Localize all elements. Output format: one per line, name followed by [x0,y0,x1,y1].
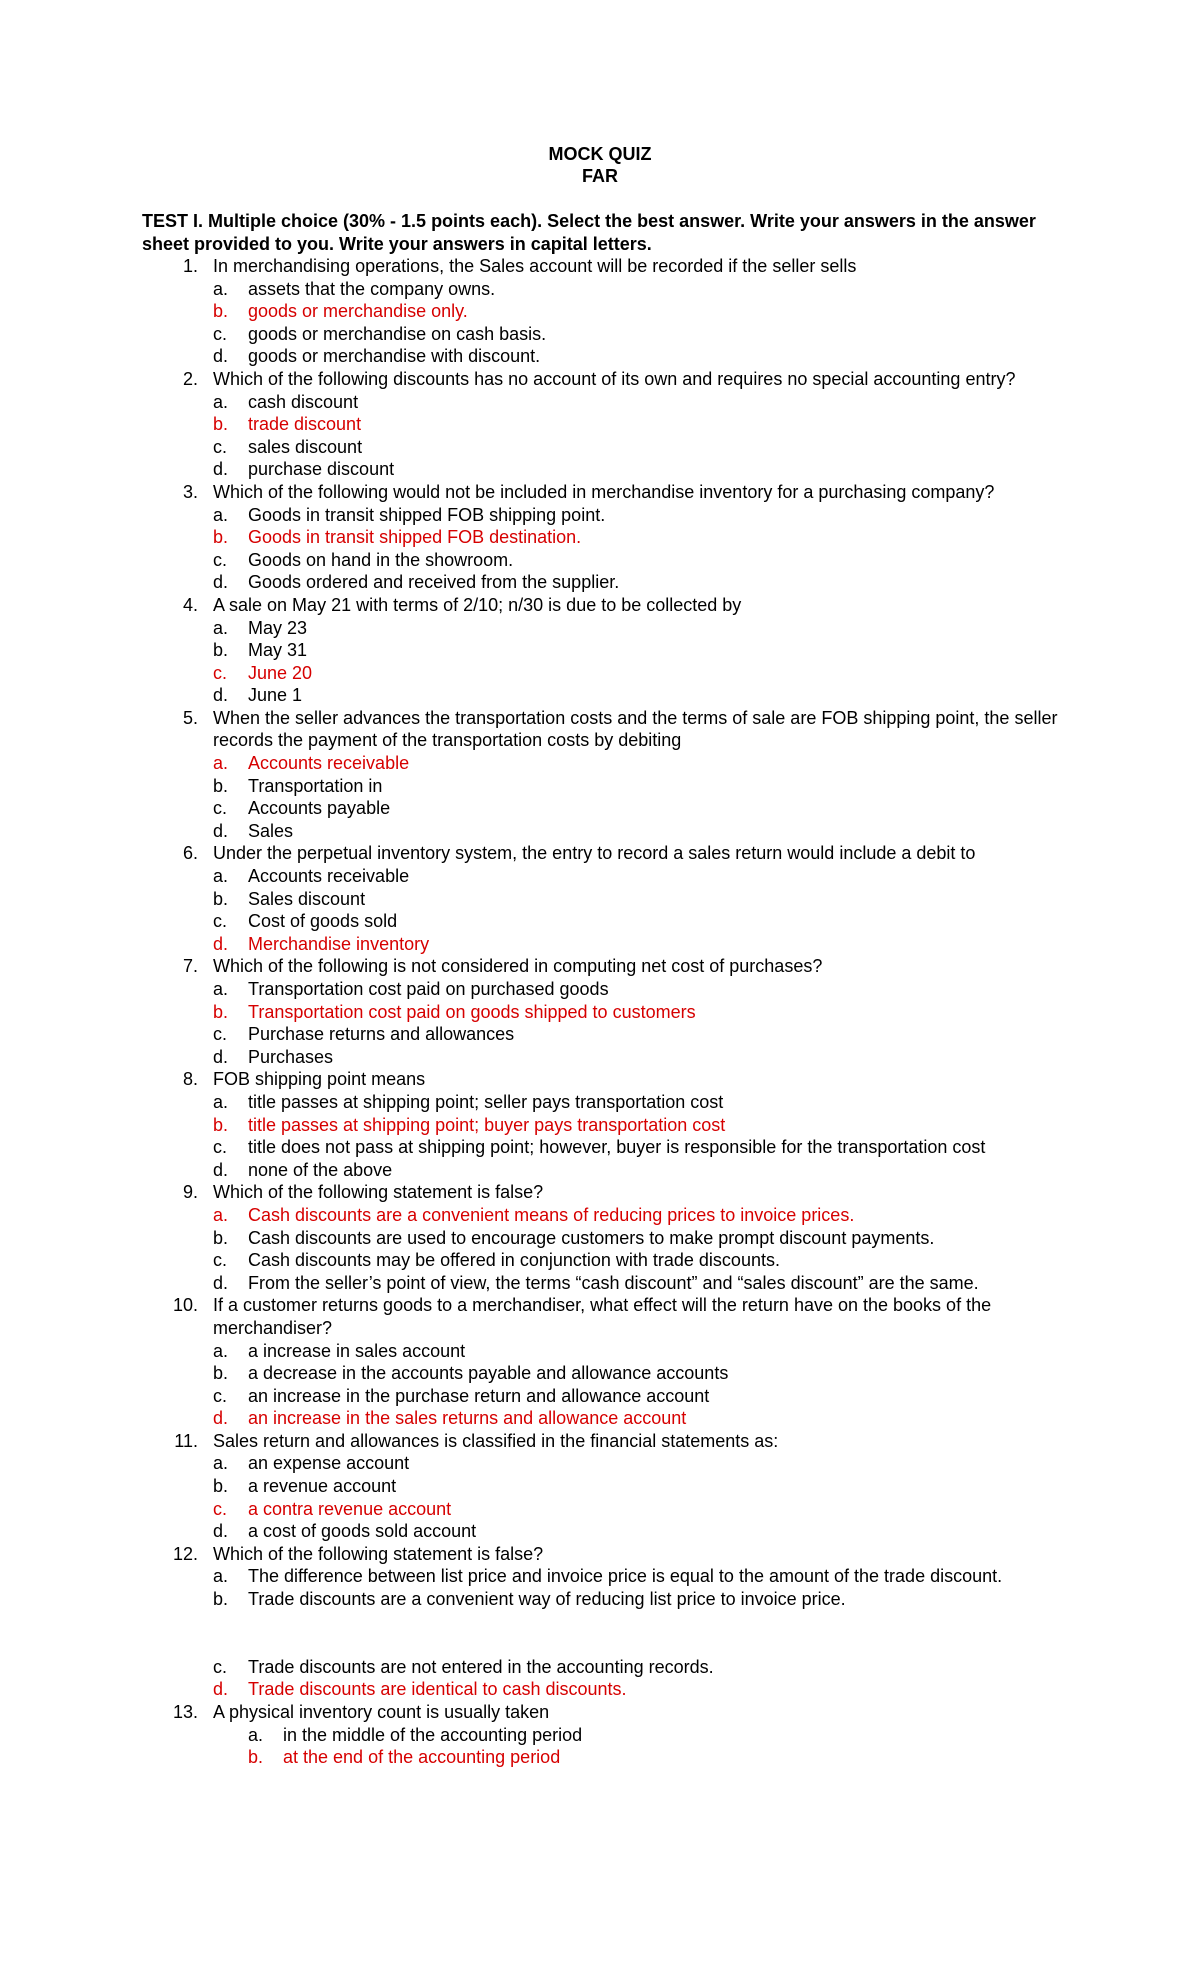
option-text: May 23 [248,617,308,638]
option-text: a cost of goods sold account [248,1521,477,1542]
test-instructions: TEST I. Multiple choice (30% - 1.5 points each). Select the best answer. Write your answers in the answer sheet provided to you. Write your answers in capital letters. [142,211,1036,254]
option-text: title passes at shipping point; seller pays transportation cost [248,1091,724,1112]
option-letter: d . [213,458,228,481]
answer-option-b [213,300,1200,323]
question-text: A sale on May 21 with terms of 2/10; n/30 is due to be collected by [213,594,742,615]
option-text: Cash discounts may be offered in conjunction with trade discounts. [248,1250,780,1271]
question-4 [0,594,1200,707]
option-text: Sales [248,820,294,841]
option-text: a increase in sales account [248,1340,466,1361]
option-letter: d . [213,345,228,368]
option-letter: b . [213,1475,228,1498]
option-text: an expense account [248,1453,410,1474]
answer-option-d [213,1159,1200,1182]
option-list [213,1724,1200,1769]
option-text: trade discount [248,414,362,435]
option-letter: a . [213,1204,228,1227]
answer-option-c [213,1023,1200,1046]
question-number: 2 . [172,368,198,391]
question-text: A physical inventory count is usually taken [213,1702,550,1722]
option-text: an increase in the purchase return and allowance account [248,1385,710,1406]
option-letter: c . [213,549,227,572]
answer-option-d [213,345,1200,368]
option-letter: b . [213,1362,228,1385]
option-text: Goods in transit shipped FOB shipping point. [248,504,606,525]
option-text: title passes at shipping point; buyer pays transportation cost [248,1114,726,1135]
option-letter: c . [213,1385,227,1408]
option-text: Accounts payable [248,798,391,819]
question-number: 10 . [172,1294,198,1317]
option-letter: a . [213,278,228,301]
option-text: Merchandise inventory [248,933,430,954]
option-letter: d . [213,684,228,707]
question-5 [0,707,1200,843]
question-number: 13 . [172,1701,198,1724]
answer-option-b [213,1588,1200,1611]
option-text: Cash discounts are a convenient means of reducing prices to invoice prices. [248,1204,855,1225]
answer-option-c [213,1656,1200,1679]
answer-option-b [248,1746,1200,1769]
option-letter: c . [213,910,227,933]
option-list [213,1204,1200,1294]
question-9 [0,1181,1200,1294]
answer-option-a [213,504,1200,527]
question-number: 8 . [172,1068,198,1091]
answer-option-b [213,1001,1200,1024]
option-text: goods or merchandise with discount. [248,346,541,367]
option-text: May 31 [248,640,308,661]
answer-option-d [213,1678,1200,1701]
option-letter: c . [213,1249,227,1272]
option-text: Purchase returns and allowances [248,1024,515,1045]
option-letter: a . [213,1091,228,1114]
option-list [213,865,1200,955]
option-text: Accounts receivable [248,753,410,774]
question-13 [0,1701,1200,1769]
answer-option-b [213,1362,1200,1385]
option-list [213,752,1200,842]
option-text: Goods ordered and received from the supplier. [248,572,620,593]
option-letter: a . [213,752,228,775]
option-letter: d . [213,933,228,956]
answer-option-c [213,662,1200,685]
option-text: goods or merchandise on cash basis. [248,323,547,344]
option-letter: d . [213,1678,228,1701]
question-number: 6 . [172,842,198,865]
question-number: 1 . [172,255,198,278]
question-10 [0,1294,1200,1430]
option-letter: a . [213,391,228,414]
option-letter: a . [213,617,228,640]
question-8 [0,1068,1200,1181]
option-text: Purchases [248,1046,334,1067]
option-text: Trade discounts are not entered in the accounting records. [248,1656,714,1677]
option-text: From the seller’s point of view, the terms “cash discount” and “sales discount” are the same. [248,1272,979,1293]
answer-option-a [213,617,1200,640]
answer-option-a [213,1452,1200,1475]
option-text: title does not pass at shipping point; however, buyer is responsible for the transportation cost [248,1137,986,1158]
question-text: Sales return and allowances is classified in the financial statements as: [213,1430,779,1451]
option-letter: c . [213,797,227,820]
option-list [213,391,1200,481]
answer-option-a [213,1340,1200,1363]
option-letter: c . [213,323,227,346]
option-letter: d . [213,1520,228,1543]
option-letter: c . [213,662,227,685]
question-number: 12 . [172,1543,198,1566]
answer-option-d [213,1272,1200,1295]
answer-option-d [213,1407,1200,1430]
answer-option-c [213,549,1200,572]
option-text: Cash discounts are used to encourage customers to make prompt discount payments. [248,1227,935,1248]
answer-option-c [213,1385,1200,1408]
page-title: MOCK QUIZ [548,144,652,164]
question-text: Which of the following statement is false? [213,1182,544,1203]
option-text: an increase in the sales returns and allowance account [248,1408,687,1429]
answer-option-b [213,526,1200,549]
option-letter: a . [213,978,228,1001]
question-number: 7 . [172,955,198,978]
answer-option-a [213,391,1200,414]
question-text: If a customer returns goods to a merchandiser, what effect will the return have on the books of the merchandiser? [213,1295,992,1338]
option-letter: d . [213,1046,228,1069]
question-12 [0,1543,1200,1701]
option-text: Sales discount [248,888,366,909]
option-list [213,504,1200,594]
question-text: Which of the following statement is false? [213,1543,544,1564]
option-letter: c . [213,1656,227,1679]
answer-option-a [213,752,1200,775]
question-text: In merchandising operations, the Sales account will be recorded if the seller sells [213,256,857,276]
question-number: 4 . [172,594,198,617]
question-text: Under the perpetual inventory system, the entry to record a sales return would include a debit to [213,843,976,864]
option-letter: b . [213,1001,228,1024]
option-letter: a . [213,1452,228,1475]
question-3 [0,481,1200,594]
option-letter: a . [213,1340,228,1363]
question-7 [0,955,1200,1068]
option-text: Cost of goods sold [248,911,398,932]
answer-option-a [213,1204,1200,1227]
option-letter: c . [213,436,227,459]
option-text: purchase discount [248,459,395,480]
answer-option-c [213,436,1200,459]
option-text: assets that the company owns. [248,278,496,299]
question-text: Which of the following would not be included in merchandise inventory for a purchasing company? [213,481,995,502]
option-list [213,978,1200,1068]
question-list [0,255,1200,1769]
answer-option-a [213,978,1200,1001]
option-letter: a . [213,504,228,527]
option-letter: b . [213,1114,228,1137]
option-letter: b . [213,888,228,911]
option-text: goods or merchandise only. [248,301,468,322]
question-text: When the seller advances the transportation costs and the terms of sale are FOB shipping point, the seller records the payment of the transportation costs by debiting [213,707,1058,751]
option-letter: b . [213,639,228,662]
answer-option-c [213,1249,1200,1272]
answer-option-d [213,684,1200,707]
answer-option-d [213,571,1200,594]
option-letter: b . [213,300,228,323]
question-number: 9 . [172,1181,198,1204]
option-letter: d . [213,1159,228,1182]
option-list [213,617,1200,707]
question-number: 3 . [172,481,198,504]
option-text: Trade discounts are a convenient way of reducing list price to invoice price. [248,1589,846,1610]
answer-option-a [213,1091,1200,1114]
answer-option-a [213,278,1200,301]
option-letter: a . [213,1565,228,1588]
page-subtitle: FAR [582,166,618,186]
answer-option-b [213,639,1200,662]
answer-option-d [213,1520,1200,1543]
option-text: none of the above [248,1159,393,1180]
option-letter: c . [213,1023,227,1046]
option-text: Transportation cost paid on goods shipped to customers [248,1001,696,1022]
question-number: 11 . [172,1430,198,1453]
answer-option-c [213,910,1200,933]
question-text: FOB shipping point means [213,1069,426,1090]
answer-option-d [213,820,1200,843]
option-text: Accounts receivable [248,866,410,887]
option-letter: c . [213,1136,227,1159]
answer-option-d [213,458,1200,481]
option-letter: b . [213,1227,228,1250]
option-letter: d . [213,1407,228,1430]
question-6 [0,842,1200,955]
option-text: June 20 [248,662,313,683]
option-text: Transportation in [248,775,383,796]
option-letter: a . [213,865,228,888]
answer-option-a [213,1565,1200,1588]
option-list [213,1340,1200,1430]
option-text: sales discount [248,436,363,457]
answer-option-c [213,1498,1200,1521]
answer-option-b [213,1475,1200,1498]
answer-option-b [213,1227,1200,1250]
option-letter: b . [213,413,228,436]
question-2 [0,368,1200,481]
answer-option-b [213,413,1200,436]
answer-option-b [213,775,1200,798]
option-text: Trade discounts are identical to cash discounts. [248,1679,627,1700]
option-text: Goods in transit shipped FOB destination. [248,527,582,548]
option-text: Transportation cost paid on purchased goods [248,979,609,999]
answer-option-c [213,1136,1200,1159]
option-letter: b . [213,526,228,549]
answer-option-d [213,1046,1200,1069]
option-list [213,1565,1200,1701]
answer-option-a [213,865,1200,888]
answer-option-c [213,797,1200,820]
option-list [213,1091,1200,1181]
option-text: at the end of the accounting period [283,1747,561,1768]
question-1 [0,255,1200,368]
option-letter: b . [213,1588,228,1611]
question-number: 5 . [172,707,198,730]
option-letter: b . [248,1746,263,1769]
option-text: a contra revenue account [248,1498,452,1519]
question-11 [0,1430,1200,1543]
option-list [213,278,1200,368]
answer-option-d [213,933,1200,956]
answer-option-a [248,1724,1200,1747]
question-text: Which of the following is not considered in computing net cost of purchases? [213,956,823,977]
option-letter: a . [248,1724,263,1747]
option-list [213,1452,1200,1542]
question-text: Which of the following discounts has no account of its own and requires no special accounting entry? [213,368,1016,389]
answer-option-c [213,323,1200,346]
answer-option-b [213,888,1200,911]
option-text: Goods on hand in the showroom. [248,549,514,570]
option-letter: b . [213,775,228,798]
option-text: a decrease in the accounts payable and allowance accounts [248,1363,729,1384]
option-letter: d . [213,1272,228,1295]
option-text: cash discount [248,391,359,412]
option-text: a revenue account [248,1476,397,1497]
option-letter: d . [213,820,228,843]
option-text: The difference between list price and invoice price is equal to the amount of the trade discount. [248,1566,1003,1587]
option-letter: d . [213,571,228,594]
answer-option-b [213,1114,1200,1137]
option-letter: c . [213,1498,227,1521]
option-text: June 1 [248,685,303,706]
option-text: in the middle of the accounting period [283,1724,583,1745]
